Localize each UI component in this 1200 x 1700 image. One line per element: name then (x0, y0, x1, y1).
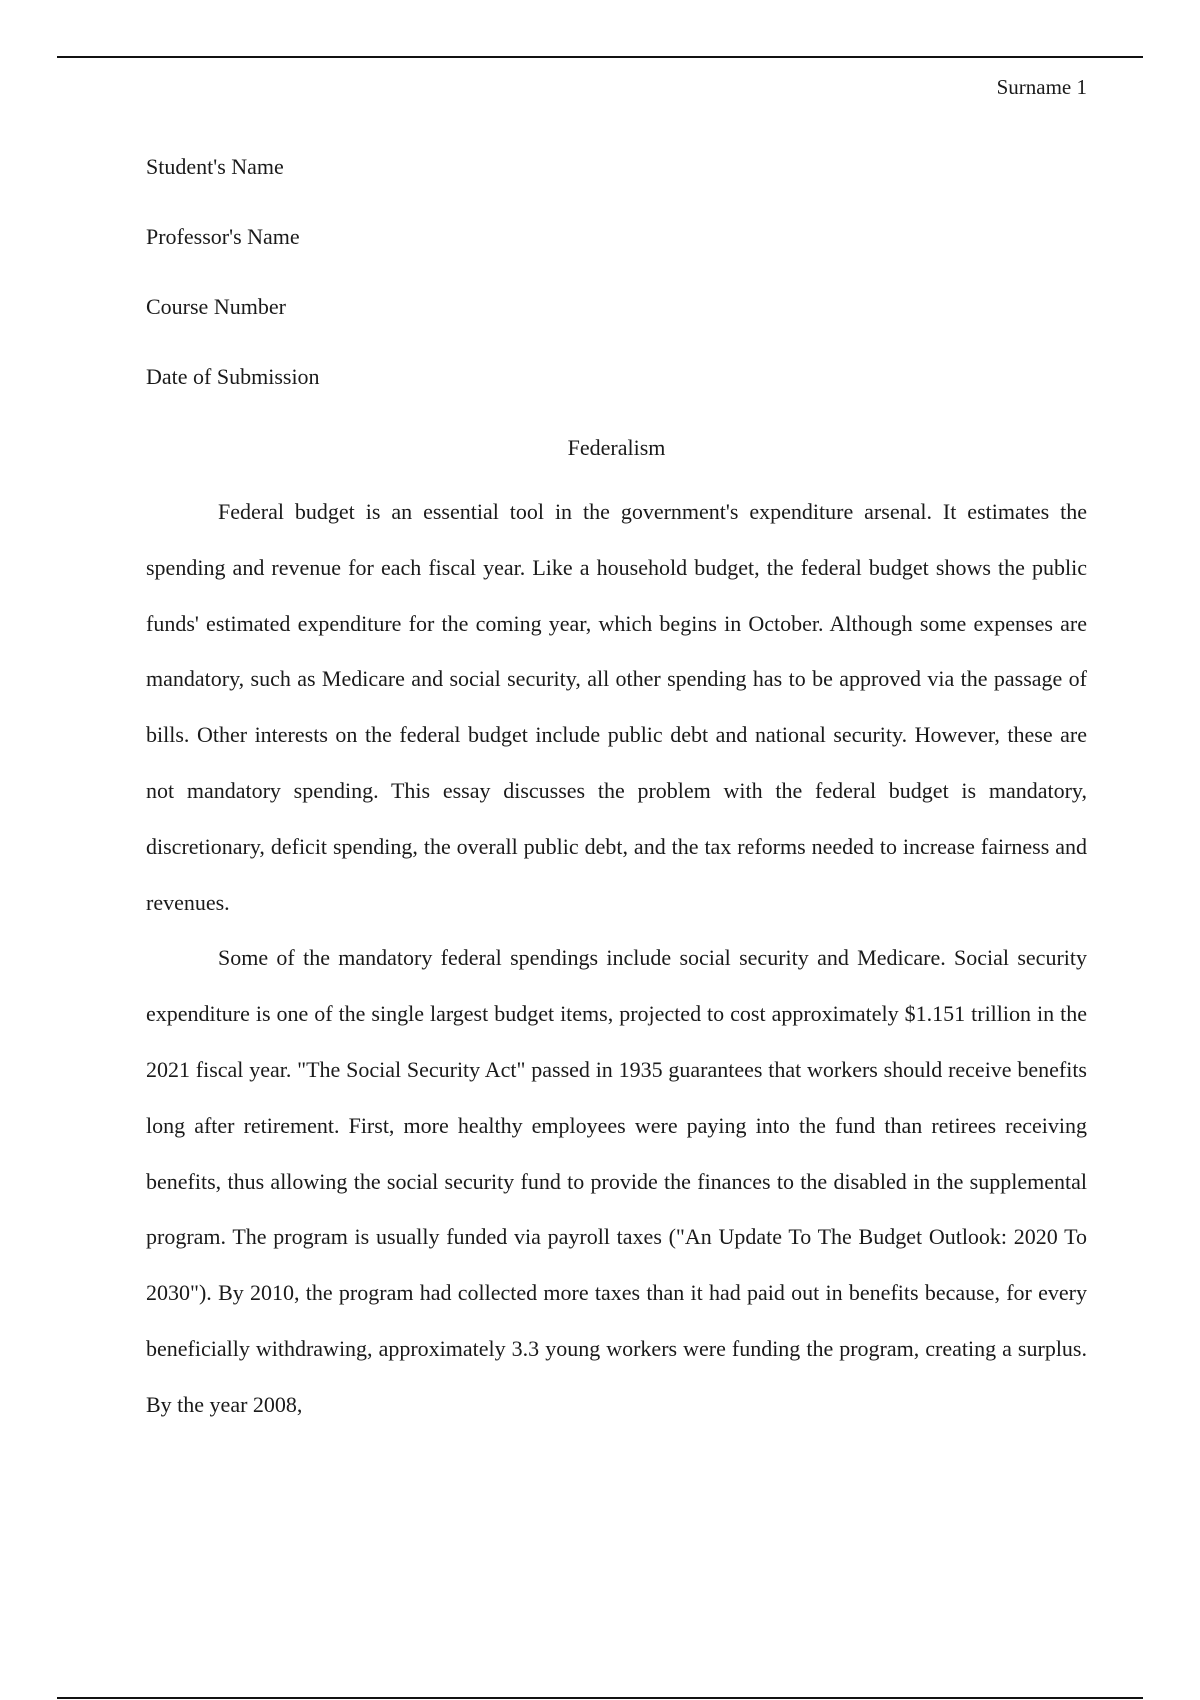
running-head: Surname 1 (996, 75, 1087, 99)
essay-title: Federalism (567, 435, 666, 460)
student-name: Student's Name (146, 154, 284, 179)
bottom-rule (57, 1697, 1143, 1699)
body-paragraph-1: Federal budget is an essential tool in the government's expenditure arsenal. It estimates the spending and revenue for each fiscal year. Like a household budget, the federal budget shows the public funds' estimated expenditure for the coming year, which begins in October. Although some expenses are mandatory, such as Medicare and social security, all other spending has to be approved via the passage of bills. Other interests on the federal budget include public debt and national security. However, these are not mandatory spending. This essay discusses the problem with the federal budget is mandatory, discretionary, deficit spending, the overall public debt, and the tax reforms needed to increase fairness and revenues. (146, 499, 1087, 915)
document-page (146, 62, 1087, 1433)
course-number: Course Number (146, 294, 286, 319)
body-paragraph-2: Some of the mandatory federal spendings include social security and Medicare. Social security expenditure is one of the single largest budget items, projected to cost approximately $1.151 trillion in the 2021 fiscal year. "The Social Security Act" passed in 1935 guarantees that workers should receive benefits long after retirement. First, more healthy employees were paying into the fund than retirees receiving benefits, thus allowing the social security fund to provide the finances to the disabled in the supplemental program. The program is usually funded via payroll taxes ("An Update To The Budget Outlook: 2020 To 2030"). By 2010, the program had collected more taxes than it had paid out in benefits because, for every beneficially withdrawing, approximately 3.3 young workers were funding the program, creating a surplus. By the year 2008, (146, 945, 1087, 1417)
top-rule (57, 56, 1143, 58)
submission-date: Date of Submission (146, 364, 320, 389)
professor-name: Professor's Name (146, 224, 300, 249)
